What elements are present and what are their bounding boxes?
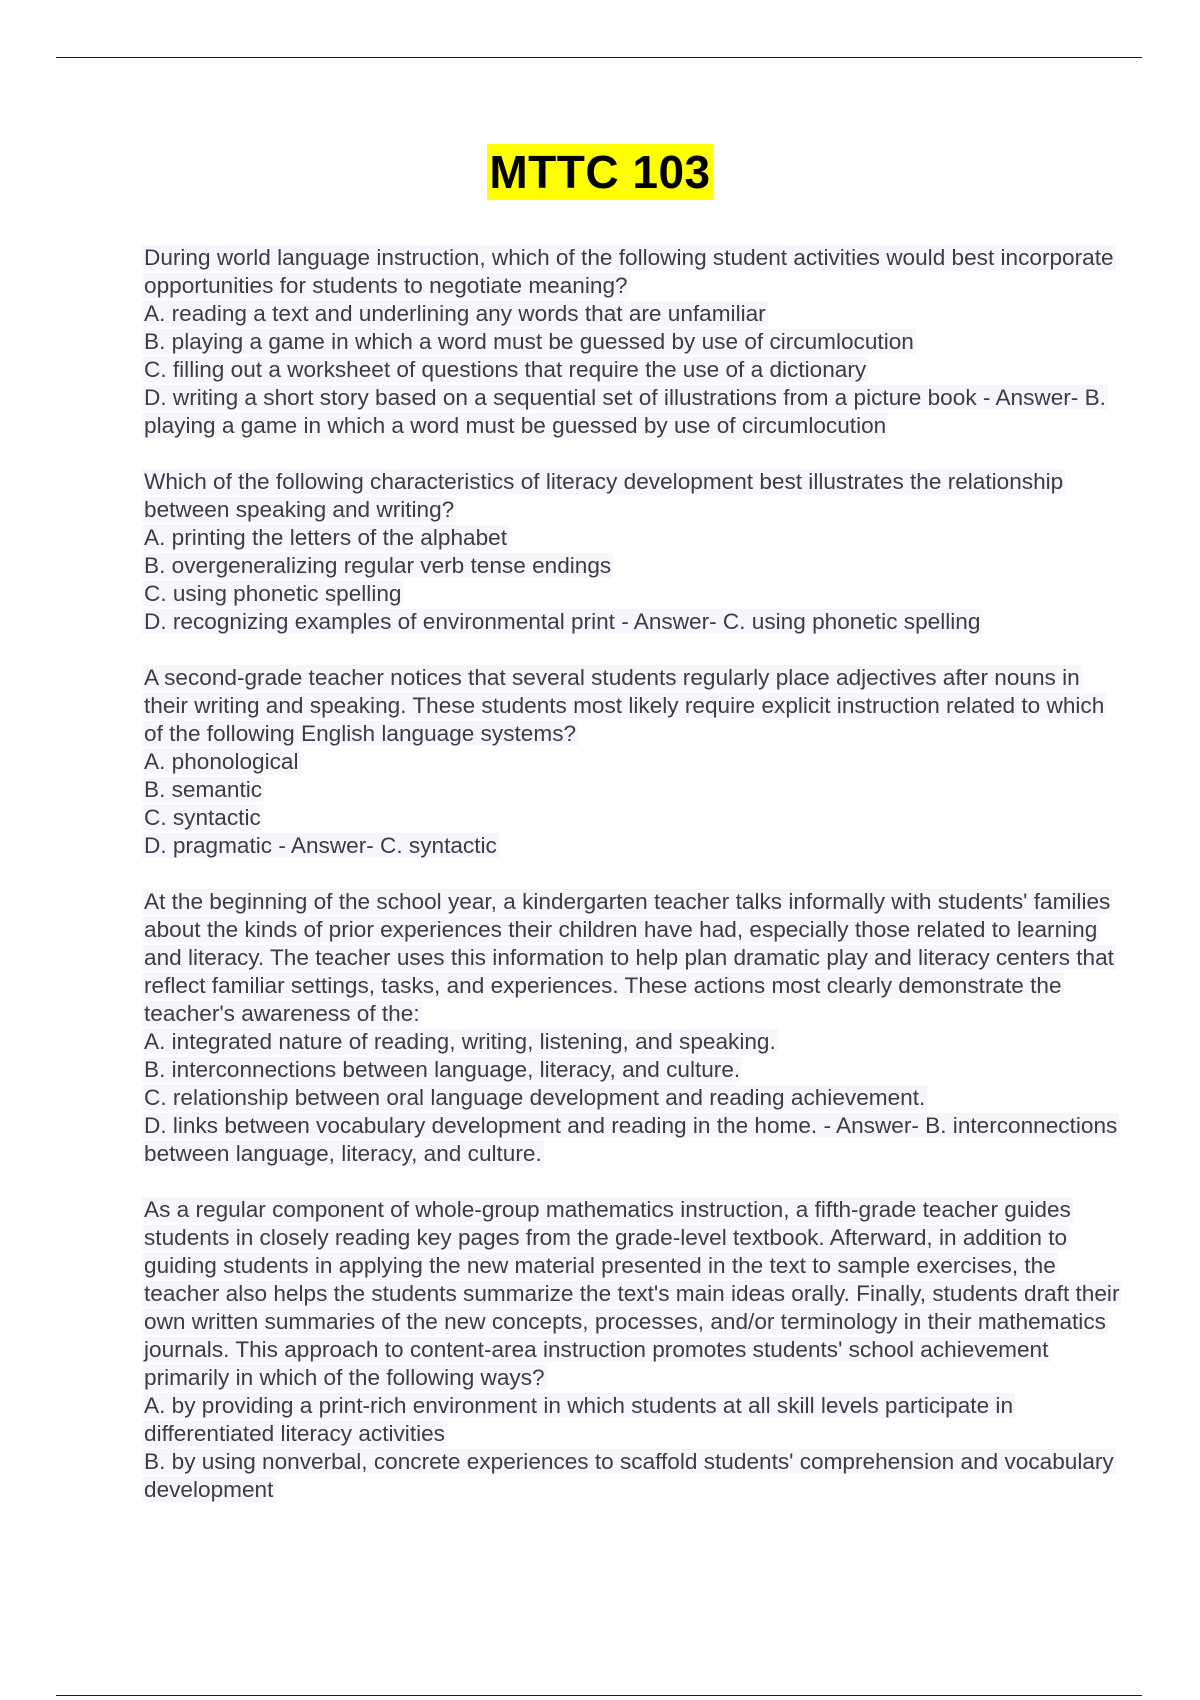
top-rule [56, 57, 1142, 58]
answer-choice-line [144, 776, 1190, 804]
answer-choice-text: B. playing a game in which a word must be guessed by use of circumlocution [144, 329, 914, 354]
answer-choice-line [144, 1028, 1190, 1056]
question-stem-line [144, 664, 1190, 692]
question-stem-text: between speaking and writing? [144, 497, 455, 522]
answer-choice-text: B. overgeneralizing regular verb tense endings [144, 553, 612, 578]
question-item [144, 468, 1190, 636]
question-list [144, 244, 1190, 1504]
question-stem-text: At the beginning of the school year, a kindergarten teacher talks informally with students' families [144, 889, 1111, 914]
answer-choice-text: A. integrated nature of reading, writing, listening, and speaking. [144, 1029, 776, 1054]
question-stem-text: students in closely reading key pages from the grade-level textbook. Afterward, in addition to [144, 1225, 1068, 1250]
question-stem-text: guiding students in applying the new material presented in the text to sample exercises, the [144, 1253, 1056, 1278]
answer-choice-line [144, 1140, 1190, 1168]
question-stem-line [144, 1308, 1190, 1336]
question-stem-line [144, 496, 1190, 524]
question-stem-line [144, 1224, 1190, 1252]
answer-choice-text: differentiated literacy activities [144, 1421, 445, 1446]
answer-choice-text: D. recognizing examples of environmental print - Answer- C. using phonetic spelling [144, 609, 981, 634]
answer-choice-text: D. links between vocabulary development and reading in the home. - Answer- B. interconnections [144, 1113, 1118, 1138]
question-stem-text: of the following English language systems? [144, 721, 577, 746]
question-stem-line [144, 1252, 1190, 1280]
answer-choice-line [144, 300, 1190, 328]
question-item [144, 244, 1190, 440]
question-stem-line [144, 720, 1190, 748]
answer-choice-text: B. semantic [144, 777, 263, 802]
question-stem-line [144, 244, 1190, 272]
question-stem-text: and literacy. The teacher uses this information to help plan dramatic play and literacy centers that [144, 945, 1114, 970]
document-title: MTTC 103 [489, 146, 711, 198]
question-item [144, 664, 1190, 860]
answer-choice-text: development [144, 1477, 274, 1502]
question-stem-line [144, 1364, 1190, 1392]
answer-choice-line [144, 832, 1190, 860]
answer-choice-text: between language, literacy, and culture. [144, 1141, 542, 1166]
question-stem-text: journals. This approach to content-area instruction promotes students' school achievement [144, 1337, 1049, 1362]
question-stem-text: their writing and speaking. These students most likely require explicit instruction related to which [144, 693, 1105, 718]
answer-choice-line [144, 328, 1190, 356]
answer-choice-line [144, 1392, 1190, 1420]
question-stem-text: During world language instruction, which of the following student activities would best incorporate [144, 245, 1114, 270]
answer-choice-text: B. by using nonverbal, concrete experiences to scaffold students' comprehension and vocabulary [144, 1449, 1114, 1474]
answer-choice-text: A. by providing a print-rich environment in which students at all skill levels participate in [144, 1393, 1014, 1418]
answer-choice-text: C. using phonetic spelling [144, 581, 402, 606]
question-stem-text: opportunities for students to negotiate meaning? [144, 273, 628, 298]
question-stem-line [144, 972, 1190, 1000]
answer-choice-line [144, 1476, 1190, 1504]
answer-choice-text: C. relationship between oral language development and reading achievement. [144, 1085, 926, 1110]
question-stem-text: As a regular component of whole-group mathematics instruction, a fifth-grade teacher guides [144, 1197, 1071, 1222]
question-stem-text: about the kinds of prior experiences their children have had, especially those related to learning [144, 917, 1098, 942]
answer-choice-line [144, 384, 1190, 412]
answer-choice-line [144, 356, 1190, 384]
question-stem-line [144, 1280, 1190, 1308]
answer-choice-line [144, 1448, 1190, 1476]
answer-choice-text: D. pragmatic - Answer- C. syntactic [144, 833, 497, 858]
question-stem-text: Which of the following characteristics of literacy development best illustrates the relationship [144, 469, 1064, 494]
question-stem-text: own written summaries of the new concepts, processes, and/or terminology in their mathematics [144, 1309, 1106, 1334]
answer-choice-line [144, 1056, 1190, 1084]
question-stem-text: reflect familiar settings, tasks, and experiences. These actions most clearly demonstrate the [144, 973, 1062, 998]
bottom-rule [56, 1695, 1142, 1696]
question-stem-text: primarily in which of the following ways? [144, 1365, 545, 1390]
answer-choice-text: playing a game in which a word must be guessed by use of circumlocution [144, 413, 887, 438]
answer-choice-line [144, 412, 1190, 440]
question-stem-line [144, 1336, 1190, 1364]
answer-choice-line [144, 804, 1190, 832]
answer-choice-text: D. writing a short story based on a sequential set of illustrations from a picture book - Answer- B. [144, 385, 1106, 410]
answer-choice-line [144, 580, 1190, 608]
answer-choice-line [144, 1112, 1190, 1140]
question-item [144, 1196, 1190, 1504]
question-stem-line [144, 1000, 1190, 1028]
question-stem-text: A second-grade teacher notices that several students regularly place adjectives after nouns in [144, 665, 1080, 690]
answer-choice-line [144, 552, 1190, 580]
question-stem-text: teacher's awareness of the: [144, 1001, 420, 1026]
answer-choice-line [144, 1420, 1190, 1448]
answer-choice-text: C. syntactic [144, 805, 261, 830]
question-stem-line [144, 1196, 1190, 1224]
answer-choice-text: C. filling out a worksheet of questions that require the use of a dictionary [144, 357, 867, 382]
question-stem-line [144, 272, 1190, 300]
question-stem-line [144, 468, 1190, 496]
question-stem-line [144, 692, 1190, 720]
answer-choice-text: B. interconnections between language, literacy, and culture. [144, 1057, 741, 1082]
answer-choice-text: A. printing the letters of the alphabet [144, 525, 507, 550]
question-stem-text: teacher also helps the students summarize the text's main ideas orally. Finally, students draft their [144, 1281, 1120, 1306]
answer-choice-line [144, 1084, 1190, 1112]
title-block [0, 144, 1200, 200]
question-stem-line [144, 944, 1190, 972]
answer-choice-line [144, 748, 1190, 776]
question-stem-line [144, 916, 1190, 944]
question-stem-line [144, 888, 1190, 916]
answer-choice-text: A. phonological [144, 749, 299, 774]
answer-choice-text: A. reading a text and underlining any words that are unfamiliar [144, 301, 766, 326]
question-item [144, 888, 1190, 1168]
answer-choice-line [144, 524, 1190, 552]
answer-choice-line [144, 608, 1190, 636]
